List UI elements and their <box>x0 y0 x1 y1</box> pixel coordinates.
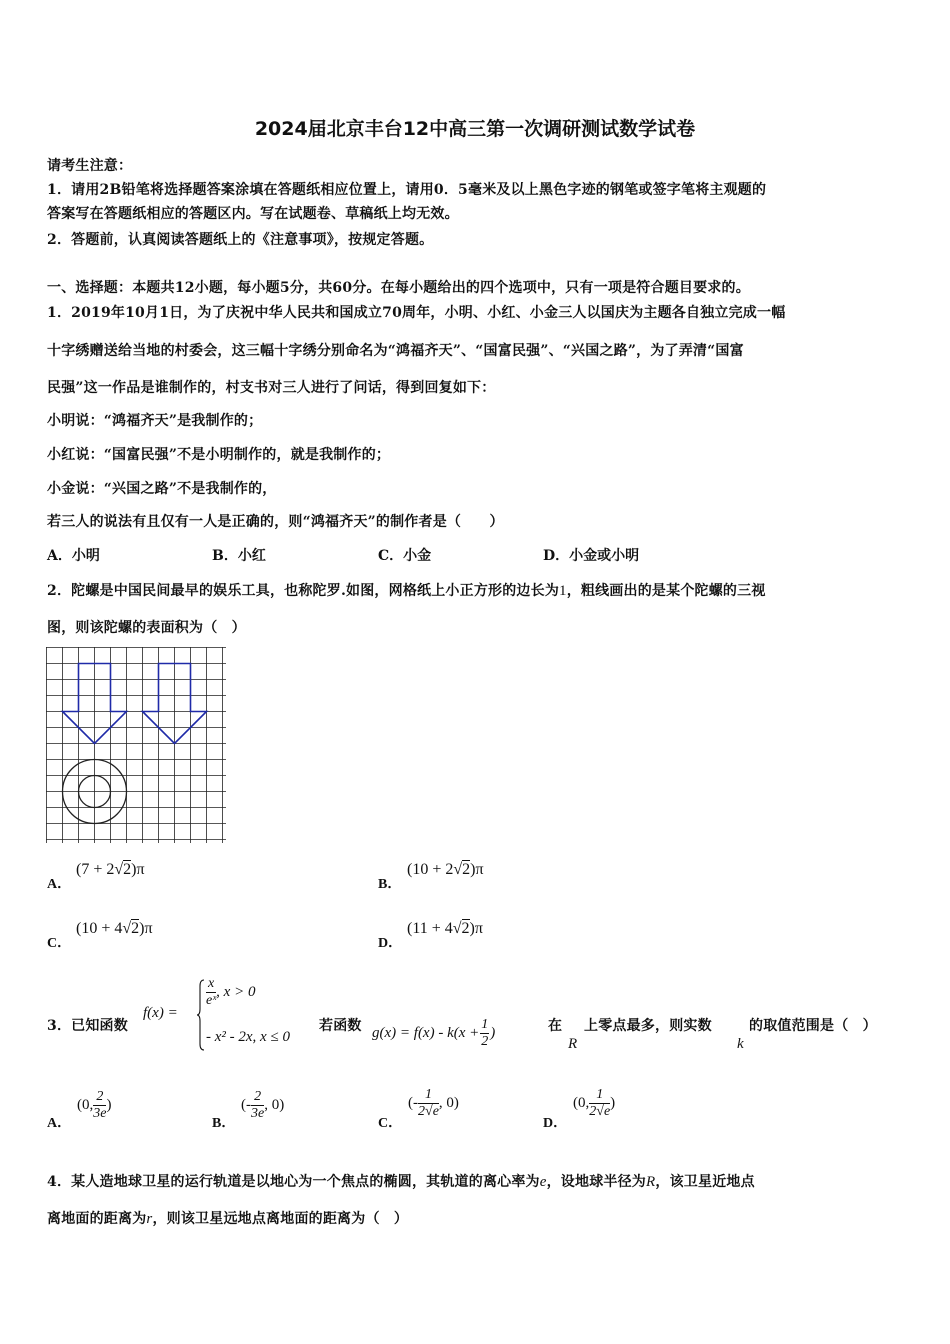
q4-line-2: 离地面的距离为r，则该卫星远地点离地面的距离为（ ） <box>47 1211 409 1227</box>
q3-case-2: - x² - 2x, x ≤ 0 <box>206 1029 290 1045</box>
q3-option-d: (0, $\frac{1}{2√e}$ ) <box>573 1087 616 1119</box>
q3-option-d-label: D． <box>543 1116 568 1131</box>
q3-case-1: $\frac{x}{\text{eˣ}}$ , x > 0 <box>206 976 256 1008</box>
q1-line-3: 民强”这一作品是谁制作的，村支书对三人进行了问话，得到回复如下： <box>47 380 496 396</box>
q2-line-2: 图，则该陀螺的表面积为（ ） <box>47 620 246 636</box>
section-heading: 一、选择题：本题共12小题，每小题5分，共60分。在每小题给出的四个选项中，只有一项是符合题目要求的。 <box>47 280 750 296</box>
q2-option-a: (7 + 2√2)π <box>76 861 145 878</box>
notice-heading: 请考生注意： <box>47 158 133 174</box>
q2-option-b-label: B． <box>378 877 402 892</box>
notice-item-2: 2．答题前，认真阅读答题纸上的《注意事项》，按规定答题。 <box>47 232 434 248</box>
sqrt-sign: √ <box>452 920 462 937</box>
q2-option-a-label: A． <box>47 877 72 892</box>
q3-option-b-label: B． <box>212 1116 236 1131</box>
sqrt-sign: √ <box>453 861 463 878</box>
q3-f-lhs: f(x) = <box>143 1005 178 1021</box>
q3-option-b: (- $\frac{2}{3e}$ , 0) <box>241 1089 285 1121</box>
sqrt-sign: √ <box>122 920 132 937</box>
q2-line-1: 2．陀螺是中国民间最早的娱乐工具，也称陀罗.如图，网格纸上小正方形的边长为1，粗线画出的是某个陀螺的三视 <box>47 583 766 599</box>
q1-line-7: 若三人的说法有且仅有一人是正确的，则“鸿福齐天”的制作者是（ ） <box>47 514 504 530</box>
q3-option-c-label: C． <box>378 1116 403 1131</box>
q3-suffix: 的取值范围是（ ） <box>749 1018 877 1034</box>
three-view-figure <box>45 646 229 846</box>
q2-option-b: (10 + 2√2)π <box>407 861 484 878</box>
q1-option-b: B．小红 <box>212 548 266 564</box>
q3-k: k <box>737 1036 744 1052</box>
piecewise-brace <box>196 978 206 1052</box>
q1-option-d: D．小金或小明 <box>543 548 640 564</box>
notice-item-1-line-2: 答案写在答题纸相应的答题区内。写在试题卷、草稿纸上均无效。 <box>47 206 459 222</box>
q2-option-d: (11 + 4√2)π <box>407 920 483 937</box>
q3-mid-2: 在 <box>548 1018 563 1034</box>
q1-line-1: 1．2019年10月1日，为了庆祝中华人民共和国成立70周年，小明、小红、小金三人以国庆为主题各自独立完成一幅 <box>47 305 786 321</box>
sqrt-sign: √ <box>425 1104 433 1119</box>
q3-option-a-label: A． <box>47 1116 72 1131</box>
q4-line-1: 4．某人造地球卫星的运行轨道是以地心为一个焦点的椭圆，其轨道的离心率为e，设地球半径为R，该卫星近地点 <box>47 1174 755 1190</box>
q3-prefix: 3．已知函数 <box>47 1018 128 1034</box>
q2-option-c: (10 + 4√2)π <box>76 920 153 937</box>
q3-mid-3: 上零点最多，则实数 <box>584 1018 712 1034</box>
q1-line-2: 十字绣赠送给当地的村委会，这三幅十字绣分别命名为“鸿福齐天”、“国富民强”、“兴国之路”，为了弄清“国富 <box>47 343 744 359</box>
page-title: 2024届北京丰台12中高三第一次调研测试数学试卷 <box>254 118 696 140</box>
q3-option-a: (0, $\frac{2}{3e}$ ) <box>77 1089 112 1121</box>
sqrt-sign: √ <box>596 1104 604 1119</box>
q3-g-expression: g(x) = f(x) - k(x + $\frac{1}{2}$ ) <box>372 1017 496 1049</box>
q3-mid-1: 若函数 <box>319 1018 362 1034</box>
q1-line-4: 小明说：“鸿福齐天”是我制作的； <box>47 413 263 429</box>
q1-line-5: 小红说：“国富民强”不是小明制作的，就是我制作的； <box>47 447 391 463</box>
notice-item-1-line-1: 1．请用2B铅笔将选择题答案涂填在答题纸相应位置上，请用0．5毫米及以上黑色字迹的钢笔或签字笔将主观题的 <box>47 182 767 198</box>
grid-lines <box>46 647 226 843</box>
q3-R: R <box>568 1036 578 1052</box>
q1-line-6: 小金说：“兴国之路”不是我制作的， <box>47 481 277 497</box>
q3-option-c: (- $\frac{1}{2√e}$ , 0) <box>408 1087 459 1119</box>
q1-option-a: A．小明 <box>47 548 100 564</box>
q2-option-d-label: D． <box>378 936 403 951</box>
q1-option-c: C．小金 <box>378 548 432 564</box>
q2-option-c-label: C． <box>47 936 72 951</box>
sqrt-sign: √ <box>114 861 124 878</box>
